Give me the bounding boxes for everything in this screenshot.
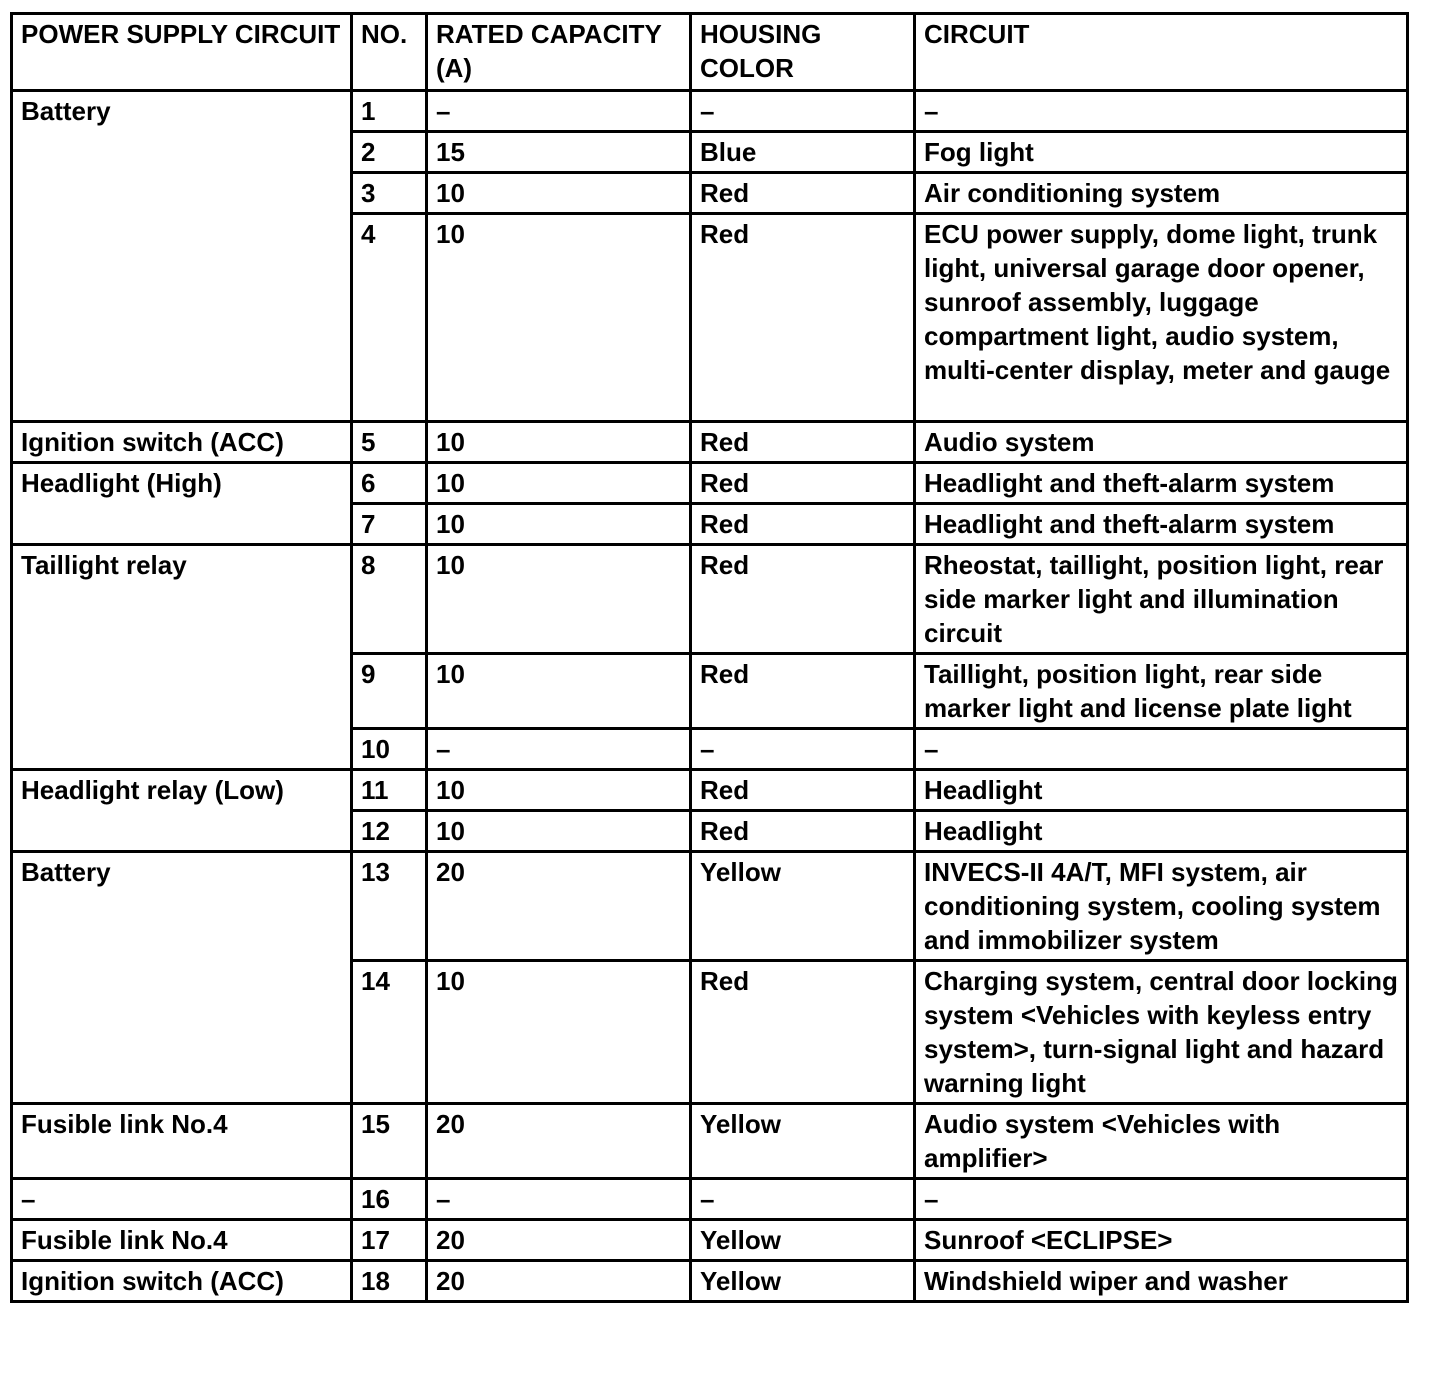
power-supply-cell: Fusible link No.4 <box>12 1104 352 1179</box>
fuse-number-cell: 17 <box>352 1220 427 1261</box>
power-supply-cell: Battery <box>12 852 352 1104</box>
housing-color-cell: Red <box>691 422 915 463</box>
housing-color-cell: Red <box>691 961 915 1104</box>
housing-color-cell: Red <box>691 654 915 729</box>
fuse-number-cell: 1 <box>352 91 427 132</box>
circuit-cell: Sunroof <ECLIPSE> <box>915 1220 1408 1261</box>
fuse-number-cell: 12 <box>352 811 427 852</box>
fuse-number-cell: 7 <box>352 504 427 545</box>
power-supply-cell: Headlight (High) <box>12 463 352 545</box>
housing-color-cell: Yellow <box>691 852 915 961</box>
rated-capacity-cell: 10 <box>427 545 691 654</box>
table-row <box>12 1104 1408 1179</box>
fuse-table-body <box>12 91 1408 1302</box>
housing-color-cell: Red <box>691 463 915 504</box>
fuse-number-cell: 11 <box>352 770 427 811</box>
housing-color-cell: – <box>691 1179 915 1220</box>
housing-color-cell: Yellow <box>691 1220 915 1261</box>
circuit-cell: Audio system <box>915 422 1408 463</box>
rated-capacity-cell: 10 <box>427 214 691 422</box>
table-row <box>12 463 1408 504</box>
table-row <box>12 422 1408 463</box>
power-supply-cell: Ignition switch (ACC) <box>12 1261 352 1302</box>
fuse-number-cell: 10 <box>352 729 427 770</box>
circuit-cell: Taillight, position light, rear side marker light and license plate light <box>915 654 1408 729</box>
circuit-cell: Audio system <Vehicles with amplifier> <box>915 1104 1408 1179</box>
fuse-number-cell: 15 <box>352 1104 427 1179</box>
circuit-cell: INVECS-II 4A/T, MFI system, air conditioning system, cooling system and immobilizer system <box>915 852 1408 961</box>
rated-capacity-cell: 10 <box>427 961 691 1104</box>
rated-capacity-cell: 20 <box>427 1261 691 1302</box>
circuit-cell: Headlight and theft-alarm system <box>915 463 1408 504</box>
circuit-cell: – <box>915 1179 1408 1220</box>
rated-capacity-cell: – <box>427 729 691 770</box>
rated-capacity-cell: 10 <box>427 422 691 463</box>
table-row <box>12 770 1408 811</box>
header-circuit: CIRCUIT <box>915 14 1408 91</box>
circuit-cell: Charging system, central door locking system <Vehicles with keyless entry system>, turn-signal light and hazard warning light <box>915 961 1408 1104</box>
rated-capacity-cell: 10 <box>427 173 691 214</box>
circuit-cell: Rheostat, taillight, position light, rear side marker light and illumination circuit <box>915 545 1408 654</box>
circuit-cell: Headlight <box>915 770 1408 811</box>
power-supply-cell: Ignition switch (ACC) <box>12 422 352 463</box>
housing-color-cell: Red <box>691 173 915 214</box>
header-power-supply-circuit: POWER SUPPLY CIRCUIT <box>12 14 352 91</box>
circuit-cell: Fog light <box>915 132 1408 173</box>
table-row <box>12 91 1408 132</box>
table-row <box>12 1220 1408 1261</box>
rated-capacity-cell: 10 <box>427 504 691 545</box>
housing-color-cell: Yellow <box>691 1261 915 1302</box>
fuse-number-cell: 5 <box>352 422 427 463</box>
power-supply-cell: Headlight relay (Low) <box>12 770 352 852</box>
header-rated-capacity: RATED CAPACITY (A) <box>427 14 691 91</box>
fuse-table <box>10 12 1409 1303</box>
circuit-cell: – <box>915 91 1408 132</box>
header-row <box>12 14 1408 91</box>
fuse-number-cell: 4 <box>352 214 427 422</box>
fuse-number-cell: 8 <box>352 545 427 654</box>
circuit-cell: Windshield wiper and washer <box>915 1261 1408 1302</box>
rated-capacity-cell: 10 <box>427 811 691 852</box>
power-supply-cell: Taillight relay <box>12 545 352 770</box>
fuse-number-cell: 9 <box>352 654 427 729</box>
table-row <box>12 545 1408 654</box>
housing-color-cell: Yellow <box>691 1104 915 1179</box>
circuit-cell: Headlight and theft-alarm system <box>915 504 1408 545</box>
housing-color-cell: Red <box>691 545 915 654</box>
header-housing-color: HOUSING COLOR <box>691 14 915 91</box>
housing-color-cell: Red <box>691 504 915 545</box>
fuse-number-cell: 2 <box>352 132 427 173</box>
rated-capacity-cell: 20 <box>427 1104 691 1179</box>
table-row <box>12 1261 1408 1302</box>
fuse-number-cell: 18 <box>352 1261 427 1302</box>
housing-color-cell: – <box>691 91 915 132</box>
housing-color-cell: Red <box>691 770 915 811</box>
circuit-cell: Air conditioning system <box>915 173 1408 214</box>
circuit-cell: Headlight <box>915 811 1408 852</box>
fuse-number-cell: 13 <box>352 852 427 961</box>
rated-capacity-cell: – <box>427 1179 691 1220</box>
rated-capacity-cell: 20 <box>427 1220 691 1261</box>
housing-color-cell: Blue <box>691 132 915 173</box>
housing-color-cell: Red <box>691 811 915 852</box>
power-supply-cell: Battery <box>12 91 352 422</box>
header-no: NO. <box>352 14 427 91</box>
table-row <box>12 852 1408 961</box>
rated-capacity-cell: – <box>427 91 691 132</box>
rated-capacity-cell: 10 <box>427 654 691 729</box>
circuit-cell: – <box>915 729 1408 770</box>
power-supply-cell: Fusible link No.4 <box>12 1220 352 1261</box>
power-supply-cell: – <box>12 1179 352 1220</box>
rated-capacity-cell: 20 <box>427 852 691 961</box>
rated-capacity-cell: 10 <box>427 463 691 504</box>
housing-color-cell: Red <box>691 214 915 422</box>
circuit-cell: ECU power supply, dome light, trunk light, universal garage door opener, sunroof assembly, luggage compartment light, audio system, multi-center display, meter and gauge <box>915 214 1408 422</box>
rated-capacity-cell: 10 <box>427 770 691 811</box>
fuse-number-cell: 14 <box>352 961 427 1104</box>
rated-capacity-cell: 15 <box>427 132 691 173</box>
housing-color-cell: – <box>691 729 915 770</box>
fuse-number-cell: 3 <box>352 173 427 214</box>
fuse-number-cell: 6 <box>352 463 427 504</box>
table-row <box>12 1179 1408 1220</box>
fuse-number-cell: 16 <box>352 1179 427 1220</box>
